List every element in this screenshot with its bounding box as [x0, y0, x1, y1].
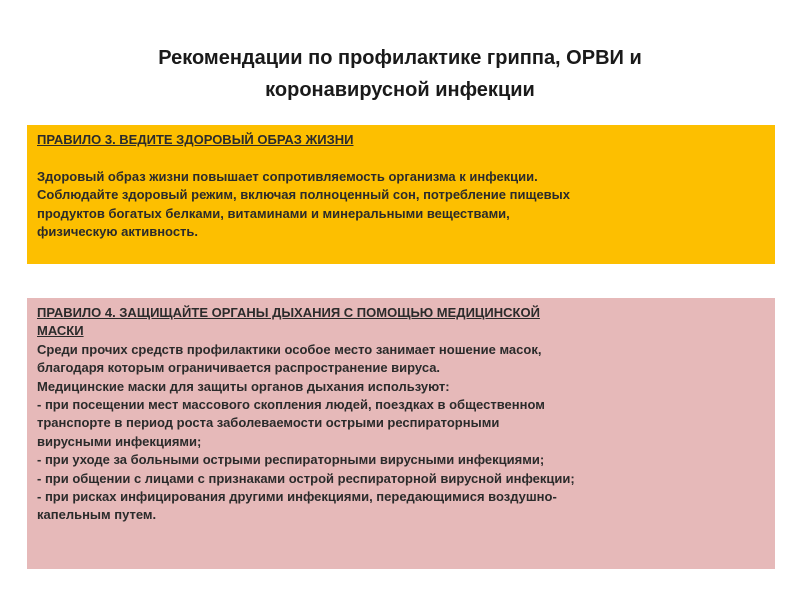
- rule-4-text-line: Медицинские маски для защиты органов дыхания используют:: [37, 378, 450, 394]
- rule-4-heading-line-2: МАСКИ: [37, 323, 84, 339]
- rule-3-text-line: физическую активность.: [37, 224, 199, 240]
- rule-4-text-line: вирусными инфекциями;: [37, 433, 202, 449]
- title-line-1: Рекомендации по профилактике гриппа, ОРВИ и: [158, 47, 642, 69]
- rule-3-text-line: Здоровый образ жизни повышает сопротивляемость организма к инфекции.: [37, 168, 538, 184]
- rule-4-text-line: благодаря которым ограничивается распространение вируса.: [37, 360, 441, 376]
- rule-3-text-line: продуктов богатых белками, витаминами и минеральными веществами,: [37, 205, 510, 221]
- rule-4-text-line: - при посещении мест массового скопления людей, поездках в общественном: [37, 397, 545, 413]
- rule-4-text-line: - при уходе за больными острыми респираторными вирусными инфекциями;: [37, 452, 545, 468]
- rule-4-box: [27, 298, 775, 569]
- title-line-2: коронавирусной инфекции: [265, 79, 535, 101]
- rule-4-text-line: транспорте в период роста заболеваемости острыми респираторными: [37, 415, 500, 431]
- rule-3-box: [27, 125, 775, 264]
- rule-3-spacer: [37, 149, 765, 167]
- rule-4-text-line: - при рисках инфицирования другими инфекциями, передающимися воздушно-: [37, 489, 557, 505]
- rule-3-text-line: Соблюдайте здоровый режим, включая полноценный сон, потребление пищевых: [37, 187, 570, 203]
- slide-title: [60, 42, 740, 106]
- rule-4-text-line: - при общении с лицами с признаками острой респираторной вирусной инфекции;: [37, 470, 575, 486]
- rule-4-text-line: Среди прочих средств профилактики особое место занимает ношение масок,: [37, 341, 542, 357]
- rule-3-heading: ПРАВИЛО 3. ВЕДИТЕ ЗДОРОВЫЙ ОБРАЗ ЖИЗНИ: [37, 132, 354, 147]
- rule-4-text-line: капельным путем.: [37, 507, 157, 523]
- rule-4-heading-line-1: ПРАВИЛО 4. ЗАЩИЩАЙТЕ ОРГАНЫ ДЫХАНИЯ С ПОМОЩЬЮ МЕДИЦИНСКОЙ: [37, 305, 540, 320]
